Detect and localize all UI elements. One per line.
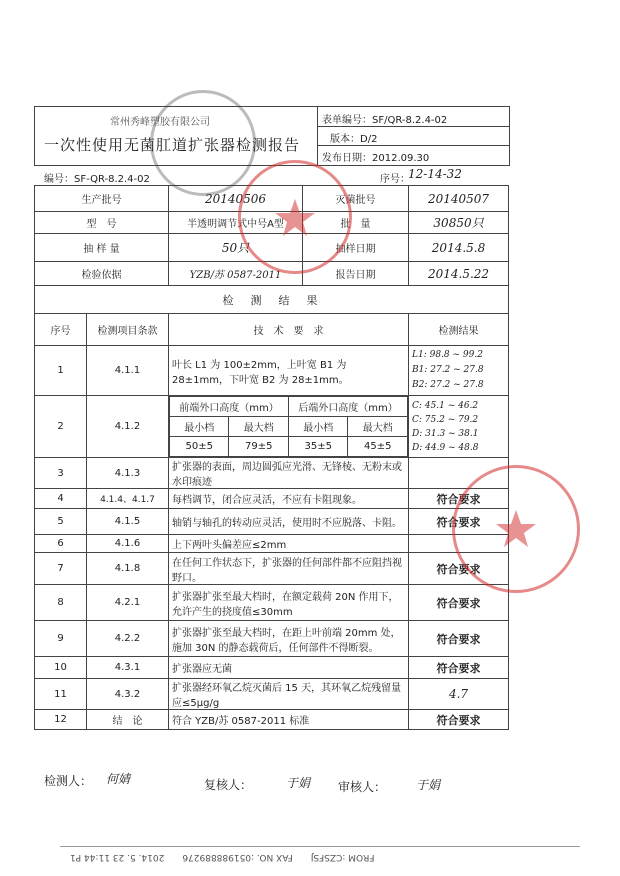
sampling-date-label: 抽样日期 <box>303 234 409 262</box>
row-clause: 4.1.5 <box>87 509 169 535</box>
row-seq: 10 <box>35 657 87 679</box>
row-seq: 9 <box>35 621 87 657</box>
row-seq: 2 <box>35 396 87 458</box>
table-row <box>35 657 509 679</box>
opening-height-subtable <box>169 396 408 457</box>
sterilization-batch-label: 灭菌批号 <box>303 186 409 212</box>
row-clause: 4.2.2 <box>87 621 169 657</box>
row-clause: 4.1.4、4.1.7 <box>87 489 169 509</box>
result-line: D: 31.3 ~ 38.1 <box>412 428 479 439</box>
row-clause: 4.3.1 <box>87 657 169 679</box>
fax-divider <box>60 846 580 847</box>
row-clause: 4.1.8 <box>87 553 169 585</box>
min-gear-label: 最小档 <box>170 417 229 437</box>
row-seq: 5 <box>35 509 87 535</box>
front-height-label: 前端外口高度（mm） <box>170 397 289 417</box>
row-clause: 4.1.1 <box>87 346 169 396</box>
max-gear-label: 最大档 <box>229 417 289 437</box>
tester-signature: 何婧 <box>106 772 131 786</box>
row-requirement: 轴销与轴孔的转动应灵活，使用时不应脱落、卡阻。 <box>169 509 409 535</box>
approver-label: 审核人： <box>338 780 387 794</box>
sample-size-label: 抽 样 量 <box>35 234 169 262</box>
document-number: 编号：SF-QR-8.2.4-02 <box>44 174 150 185</box>
col-requirement: 技 术 要 求 <box>169 314 409 346</box>
row-result: 符合要求 <box>409 710 509 730</box>
inspection-seal <box>238 160 352 274</box>
row-seq: 12 <box>35 710 87 730</box>
table-row <box>35 621 509 657</box>
row-seq: 7 <box>35 553 87 585</box>
quality-seal <box>452 465 580 593</box>
table-row <box>35 396 509 458</box>
seal-star-icon <box>241 163 349 271</box>
rear-height-label: 后端外口高度（mm） <box>288 397 407 417</box>
row-clause: 4.1.3 <box>87 458 169 489</box>
front-max-value: 79±5 <box>229 437 289 457</box>
table-row <box>35 585 509 621</box>
row-requirement: 符合 YZB/苏 0587-2011 标准 <box>169 710 409 730</box>
col-item: 检测项目条款 <box>87 314 169 346</box>
results-title: 检 测 结 果 <box>35 286 509 314</box>
quantity-label: 批 量 <box>303 212 409 234</box>
basis-value: YZB/苏 0587-2011 <box>169 262 303 286</box>
row-result: 符合要求 <box>409 657 509 679</box>
tester-label: 检测人： <box>44 774 93 788</box>
form-number: 表单编号：SF/QR-8.2.4-02 <box>322 115 448 126</box>
row-result: 符合要求 <box>409 621 509 657</box>
row-seq: 11 <box>35 679 87 710</box>
serial-value: 12-14-32 <box>408 167 462 181</box>
approver-signature: 于娟 <box>416 778 441 792</box>
table-row <box>35 553 509 585</box>
batch-label: 生产批号 <box>35 186 169 212</box>
table-row <box>35 535 509 553</box>
row-result: 4.7 <box>409 679 509 710</box>
row-clause: 4.1.6 <box>87 535 169 553</box>
table-row <box>35 509 509 535</box>
fax-header-line: FROM :CZSFSJ FAX NO. :051988889276 2014. 5. 23 11:44 P1 <box>70 852 375 862</box>
sample-size-value: 50只 <box>169 234 303 262</box>
table-row <box>35 710 509 730</box>
front-min-value: 50±5 <box>170 437 229 457</box>
col-seq: 序号 <box>35 314 87 346</box>
row-result: 符合要求 <box>409 585 509 621</box>
row-clause: 4.3.2 <box>87 679 169 710</box>
row-seq: 6 <box>35 535 87 553</box>
sterilization-batch-value: 20140507 <box>409 186 509 212</box>
company-name: 常州秀峰塑胶有限公司 <box>110 117 210 128</box>
row-requirement: 扩张器经环氧乙烷灭菌后 15 天，其环氧乙烷残留量应≤5μg/g <box>169 679 409 710</box>
rear-min-value: 35±5 <box>288 437 347 457</box>
result-line: L1: 98.8 ~ 99.2 <box>412 350 483 360</box>
row-clause: 4.1.2 <box>87 396 169 458</box>
serial-label: 序号： <box>380 174 410 185</box>
row-clause: 4.2.1 <box>87 585 169 621</box>
min-gear-label: 最小档 <box>288 417 347 437</box>
quantity-value: 30850只 <box>409 212 509 234</box>
row-requirement: 扩张器扩张至最大档时，在距上叶前端 20mm 处，施加 30N 的静态载荷后，任何部件不得断裂。 <box>169 621 409 657</box>
batch-value: 20140506 <box>169 186 303 212</box>
row-result: 符合要求 <box>409 489 509 509</box>
sampling-date-value: 2014.5.8 <box>409 234 509 262</box>
table-row <box>35 346 509 396</box>
result-line: C: 45.1 ~ 46.2 <box>412 400 479 411</box>
table-row <box>35 489 509 509</box>
row-requirement: 上下两叶头偏差应≤2mm <box>169 535 409 553</box>
report-date-label: 报告日期 <box>303 262 409 286</box>
row-seq: 3 <box>35 458 87 489</box>
row-requirement: 每档调节，闭合应灵活，不应有卡阻现象。 <box>169 489 409 509</box>
max-gear-label: 最大档 <box>348 417 408 437</box>
issue-date: 发布日期：2012.09.30 <box>322 153 430 164</box>
row-seq: 1 <box>35 346 87 396</box>
row-requirement: 扩张器应无菌 <box>169 657 409 679</box>
row-requirement: 扩张器扩张至最大档时，在额定载荷 20N 作用下，允许产生的挠度值≤30mm <box>169 585 409 621</box>
seal-star-icon <box>455 468 577 590</box>
result-line: B1: 27.2 ~ 27.8 <box>412 365 484 375</box>
report-date-value: 2014.5.22 <box>409 262 509 286</box>
version: 版本：D/2 <box>330 134 378 145</box>
row-result: 符合要求 <box>409 553 509 585</box>
row-requirement: 叶长 L1 为 100±2mm，上叶宽 B1 为 28±1mm，下叶宽 B2 为 28±1mm。 <box>169 346 409 396</box>
row-seq: 4 <box>35 489 87 509</box>
result-line: B2: 27.2 ~ 27.8 <box>412 380 484 390</box>
report-title: 一次性使用无菌肛道扩张器检测报告 <box>44 136 301 154</box>
table-row <box>35 679 509 710</box>
table-row <box>35 458 509 489</box>
rear-max-value: 45±5 <box>348 437 408 457</box>
reviewer-signature: 于娟 <box>286 776 311 790</box>
row-requirement: 在任何工作状态下，扩张器的任何部件都不应阻挡视野口。 <box>169 553 409 585</box>
row-seq: 8 <box>35 585 87 621</box>
result-line: D: 44.9 ~ 48.8 <box>412 442 479 453</box>
model-value: 半透明调节式中号A型 <box>169 212 303 234</box>
result-line: C: 75.2 ~ 79.2 <box>412 414 479 425</box>
reviewer-label: 复核人： <box>204 778 253 792</box>
row-requirement: 扩张器的表面，周边圆弧应光滑、无锋棱、无粉末或水印痕迹 <box>169 458 409 489</box>
col-result: 检测结果 <box>409 314 509 346</box>
basis-label: 检验依据 <box>35 262 169 286</box>
model-label: 型 号 <box>35 212 169 234</box>
row-clause: 结 论 <box>87 710 169 730</box>
row-result: 符合要求 <box>409 509 509 535</box>
